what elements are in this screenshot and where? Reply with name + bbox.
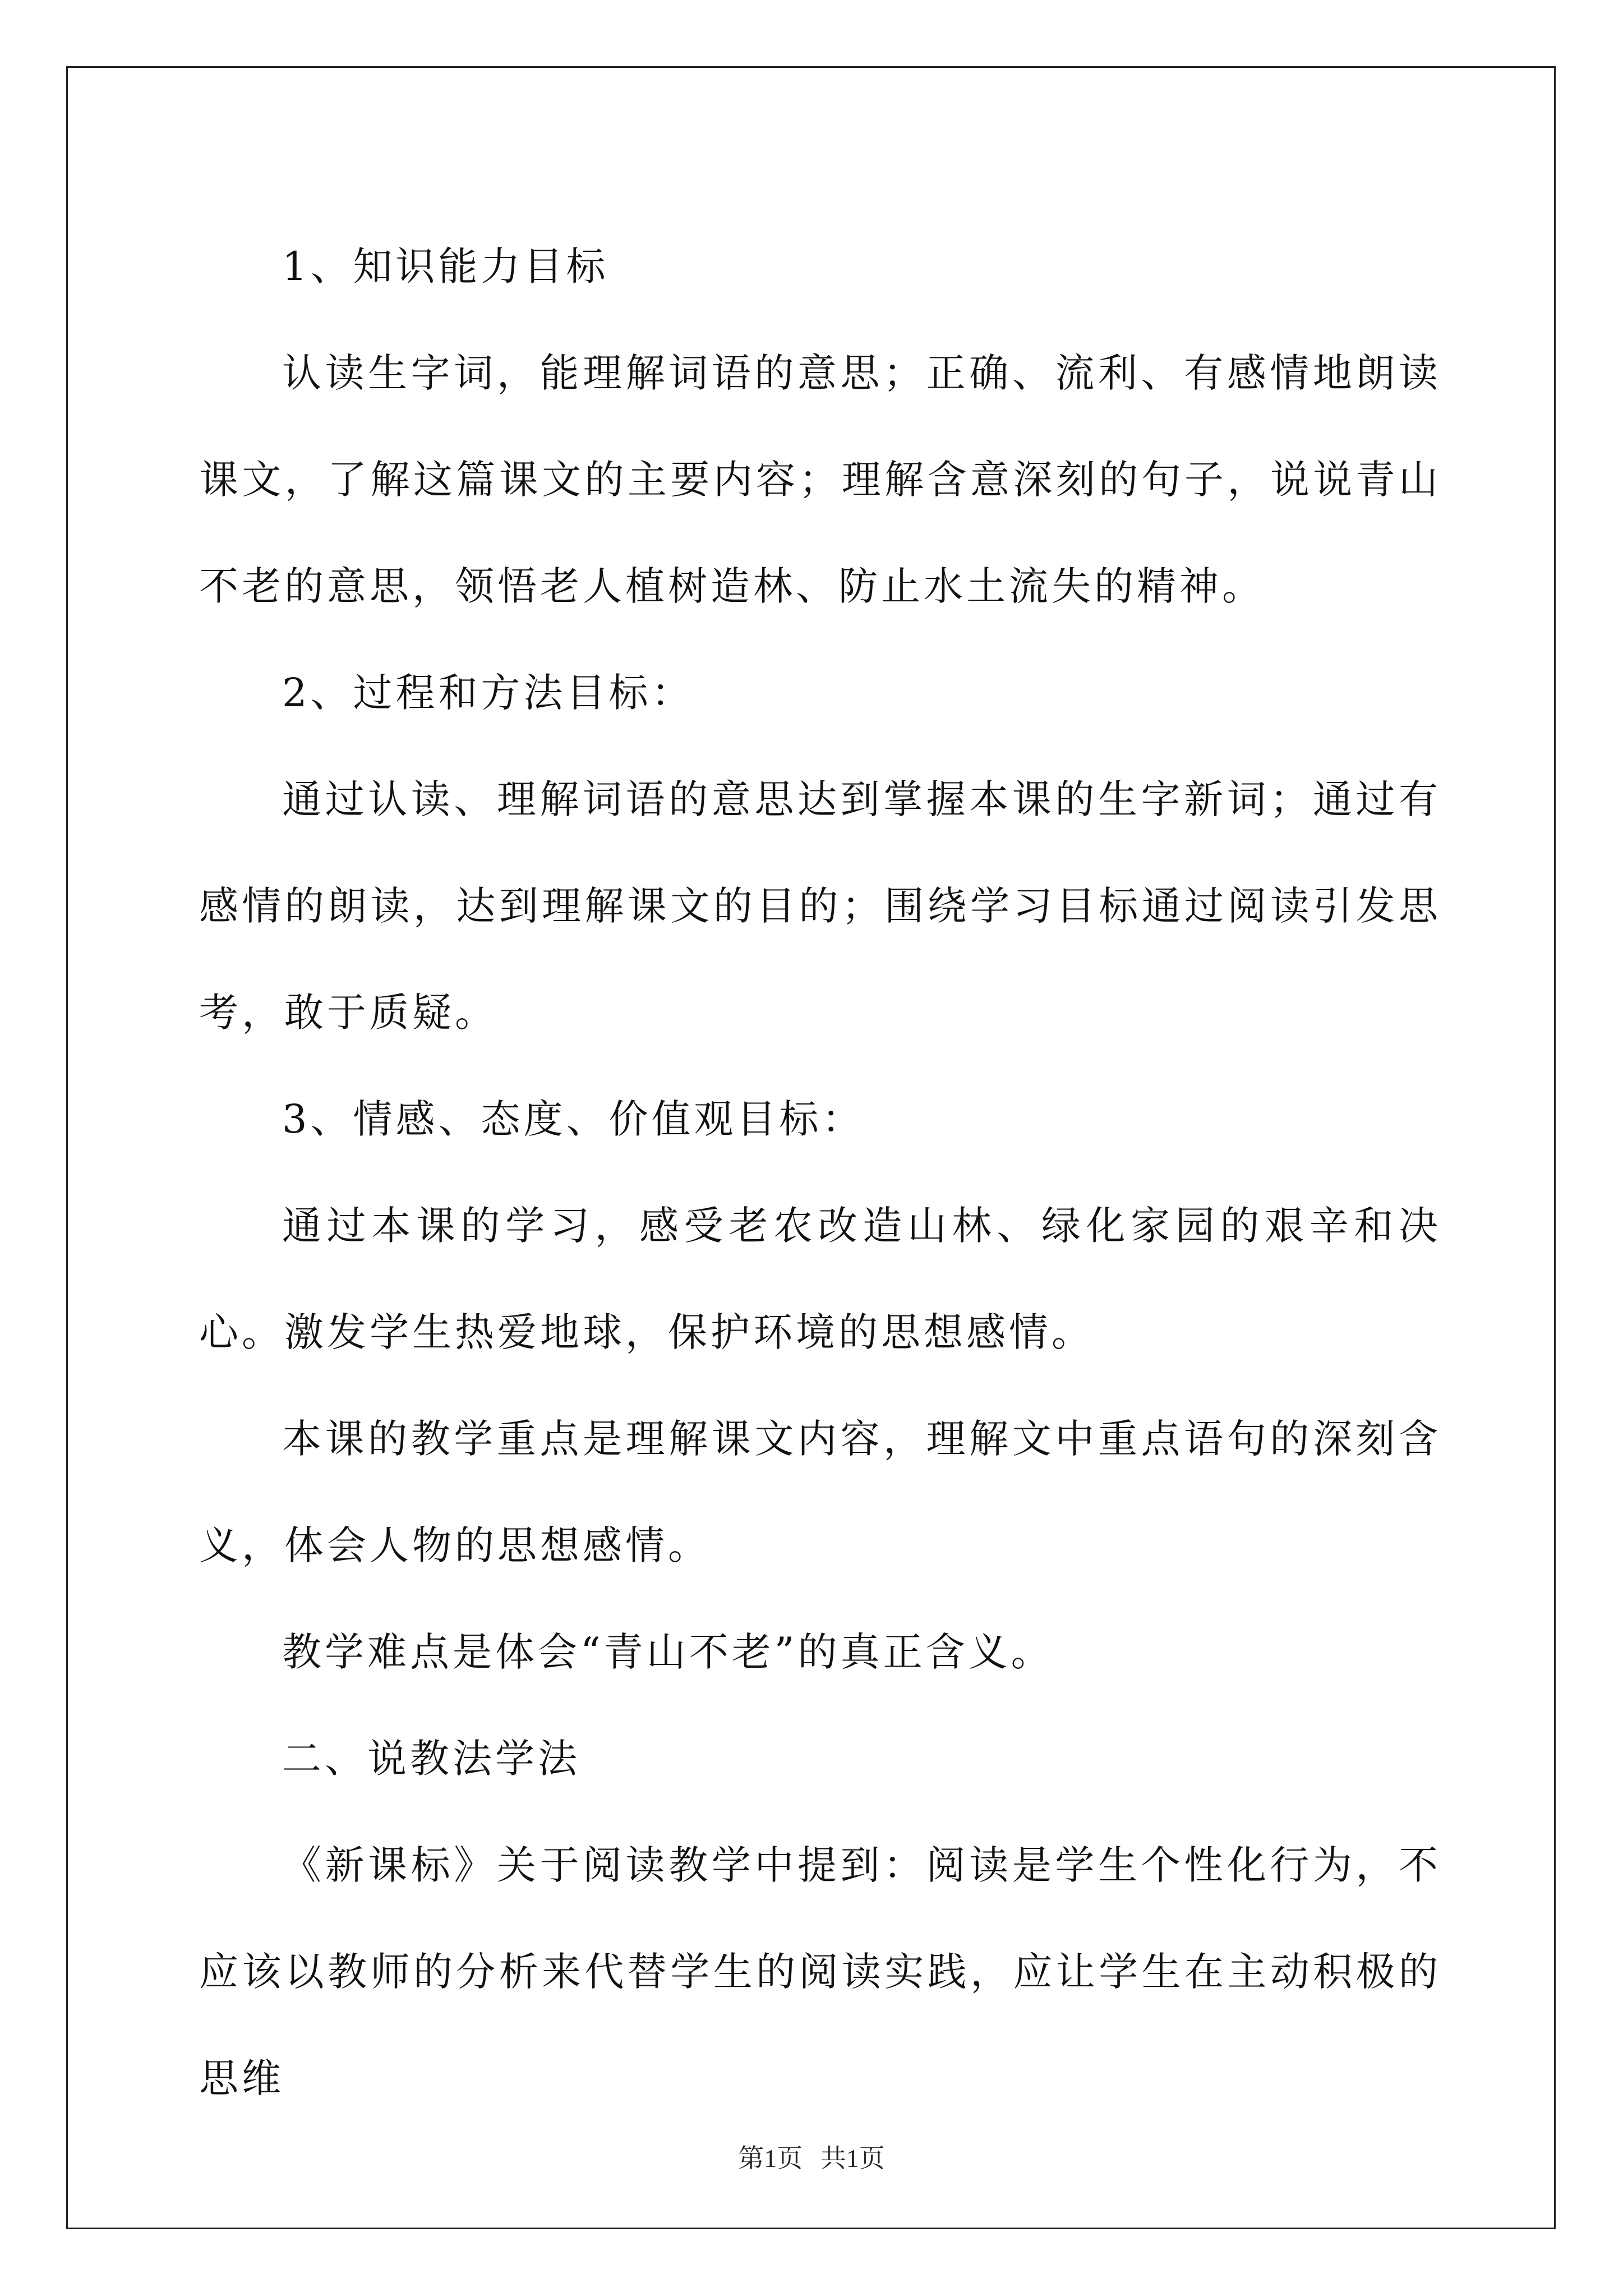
page-total: 共1页 bbox=[820, 2144, 885, 2173]
heading-knowledge-goals: 1、知识能力目标 bbox=[282, 243, 609, 289]
paragraph-difficulty: 教学难点是体会“青山不老”的真正含义。 bbox=[282, 1629, 1054, 1675]
paragraph-values-goals: 通过本课的学习，感受老农改造山林、绿化家园的艰辛和决心。激发学生热爱地球，保护环境的思想感情。 bbox=[199, 1203, 1441, 1355]
paragraph-key-points: 本课的教学重点是理解课文内容，理解文中重点语句的深刻含义，体会人物的思想感情。 bbox=[199, 1416, 1441, 1568]
page-number: 第1页 bbox=[738, 2144, 803, 2173]
heading-teaching-methods: 二、说教法学法 bbox=[282, 1736, 580, 1782]
paragraph-new-curriculum: 《新课标》关于阅读教学中提到：阅读是学生个性化行为，不应该以教师的分析来代替学生的阅读实践，应让学生在主动积极的思维 bbox=[199, 1842, 1441, 2101]
paragraph-knowledge-goals: 认读生字词，能理解词语的意思；正确、流利、有感情地朗读课文，了解这篇课文的主要内容；理解含意深刻的句子，说说青山不老的意思，领悟老人植树造林、防止水土流失的精神。 bbox=[199, 350, 1441, 609]
page-footer bbox=[0, 2142, 1623, 2175]
document-body bbox=[199, 213, 1441, 2132]
heading-process-goals: 2、过程和方法目标： bbox=[282, 670, 694, 716]
paragraph-process-goals: 通过认读、理解词语的意思达到掌握本课的生字新词；通过有感情的朗读，达到理解课文的目的；围绕学习目标通过阅读引发思考，敢于质疑。 bbox=[199, 776, 1441, 1036]
heading-values-goals: 3、情感、态度、价值观目标： bbox=[282, 1096, 865, 1142]
